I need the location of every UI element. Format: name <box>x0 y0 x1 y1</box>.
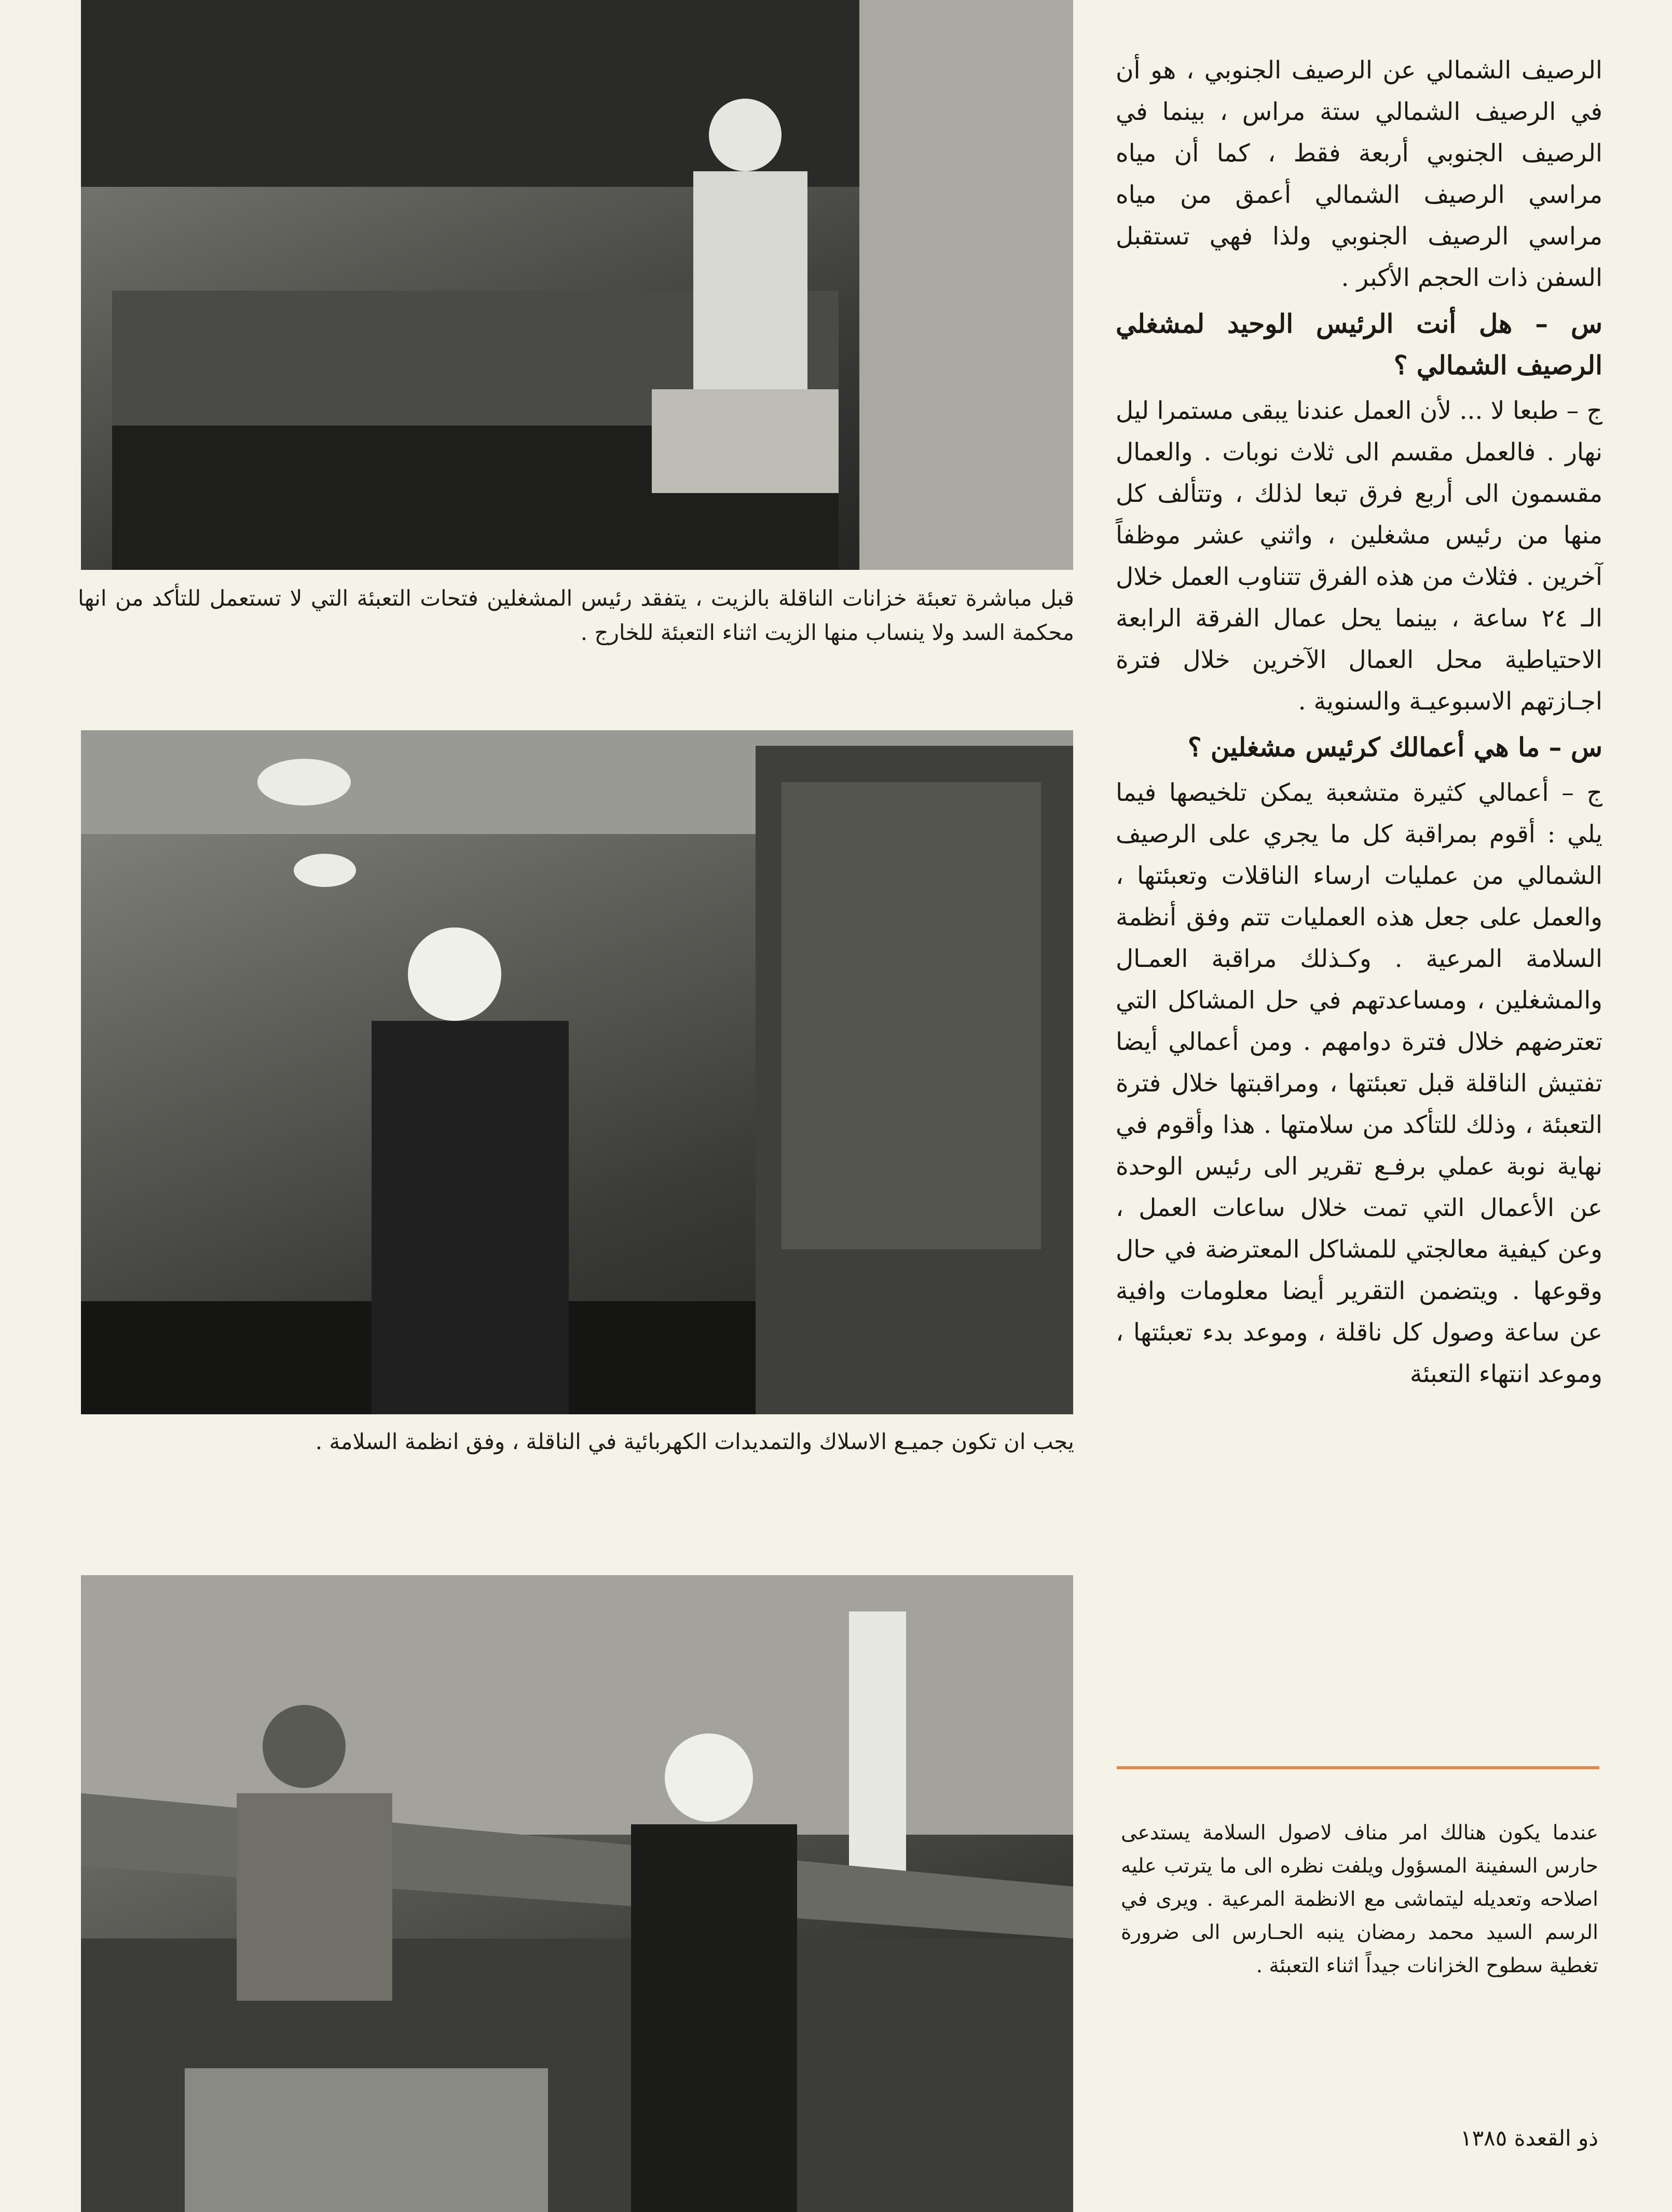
answer-1: ج – طبعا لا ... لأن العمل عندنا يبقى مستمرا ليل نهار . فالعمل مقسم الى ثلاث نوبات . والعمال مقسمون الى أربع فرق تبعا لذلك ، وتتألف كل منها من رئيس مشغلين ، واثني عشر موظفاً آخرين . فثلاث من هذه الفرق تتناوب العمل خلال الـ ٢٤ ساعة ، بينما يحل عمال الفرقة الرابعة الاحتياطية محل العمال الآخرين خلال فترة اجـازتهم الاسبوعيـة والسنوية . <box>1116 397 1602 716</box>
question-2: س – ما هي أعمالك كرئيس مشغلين ؟ <box>1187 732 1602 762</box>
article-column <box>1116 50 1602 1399</box>
issue-date: ذو القعدة ١٣٨٥ <box>1460 2125 1598 2151</box>
photo2-caption: يجب ان تكون جميـع الاسلاك والتمديدات الكهربائية في الناقلة ، وفق انظمة السلامة . <box>315 1429 1074 1454</box>
question-1: س – هل أنت الرئيس الوحيد لمشغلي الرصيف الشمالي ؟ <box>1116 308 1602 380</box>
photo-scene-icon <box>81 0 1073 570</box>
electrical-panel-photo <box>81 730 1073 1414</box>
photo3-caption: عندما يكون هنالك امر مناف لاصول السلامة يستدعى حارس السفينة المسؤول ويلفت نظره الى ما يترتب عليه اصلاحه وتعديله ليتماشى مع الانظمة المرعية . ويرى في الرسم السيد محمد رمضان ينبه الحـارس الى ضرورة تغطية سطوح الخزانات جيداً اثناء التعبئة . <box>1121 1821 1598 1977</box>
article-paragraph-1: الرصيف الشمالي عن الرصيف الجنوبي ، هو أن في الرصيف الشمالي ستة مراس ، بينما في الرصيف الجنوبي أربعة فقط ، كما أن مياه مراسي الرصيف الشمالي أعمق من مياه مراسي الرصيف الجنوبي ولذا فهي تستقبل السفن ذات الحجم الأكبر . <box>1116 56 1602 292</box>
orange-divider <box>1117 1766 1599 1769</box>
photo1-caption: قبل مباشرة تعبئة خزانات الناقلة بالزيت ، يتفقد رئيس المشغلين فتحات التعبئة التي لا تستعمل للتأكد من انها محكمة السد ولا ينساب منها الزيت اثناء التعبئة للخارج . <box>78 585 1074 645</box>
answer-2: ج – أعمالي كثيرة متشعبة يمكن تلخيصها فيما يلي : أقوم بمراقبة كل ما يجري على الرصيف الشمالي من عمليات ارساء الناقلات وتعبئتها ، والعمل على جعل هذه العمليات تتم وفق أنظمة السلامة المرعية . وكـذلك مراقبة العمـال والمشغلين ، ومساعدتهم في حل المشاكل التي تعترضهم خلال فترة دوامهم . ومن أعمالي أيضا تفتيش الناقلة قبل تعبئتها ، ومراقبتها خلال فترة التعبئة ، وذلك للتأكد من سلامتها . هذا وأقوم في نهاية نوبة عملي برفـع تقرير الى رئيس الوحدة عن الأعمال التي تمت خلال ساعات العمل ، وعن كيفية معالجتي للمشاكل المعترضة في حال وقوعها . ويتضمن التقرير أيضا معلومات وافية عن ساعة وصول كل ناقلة ، وموعد بدء تعبئتها ، وموعد انتهاء التعبئة <box>1116 779 1602 1388</box>
deck-safety-check-photo <box>81 1575 1073 2212</box>
photo-scene-icon <box>81 730 1073 1414</box>
oil-tank-inspection-photo <box>81 0 1073 570</box>
photo-scene-icon <box>81 1575 1073 2212</box>
